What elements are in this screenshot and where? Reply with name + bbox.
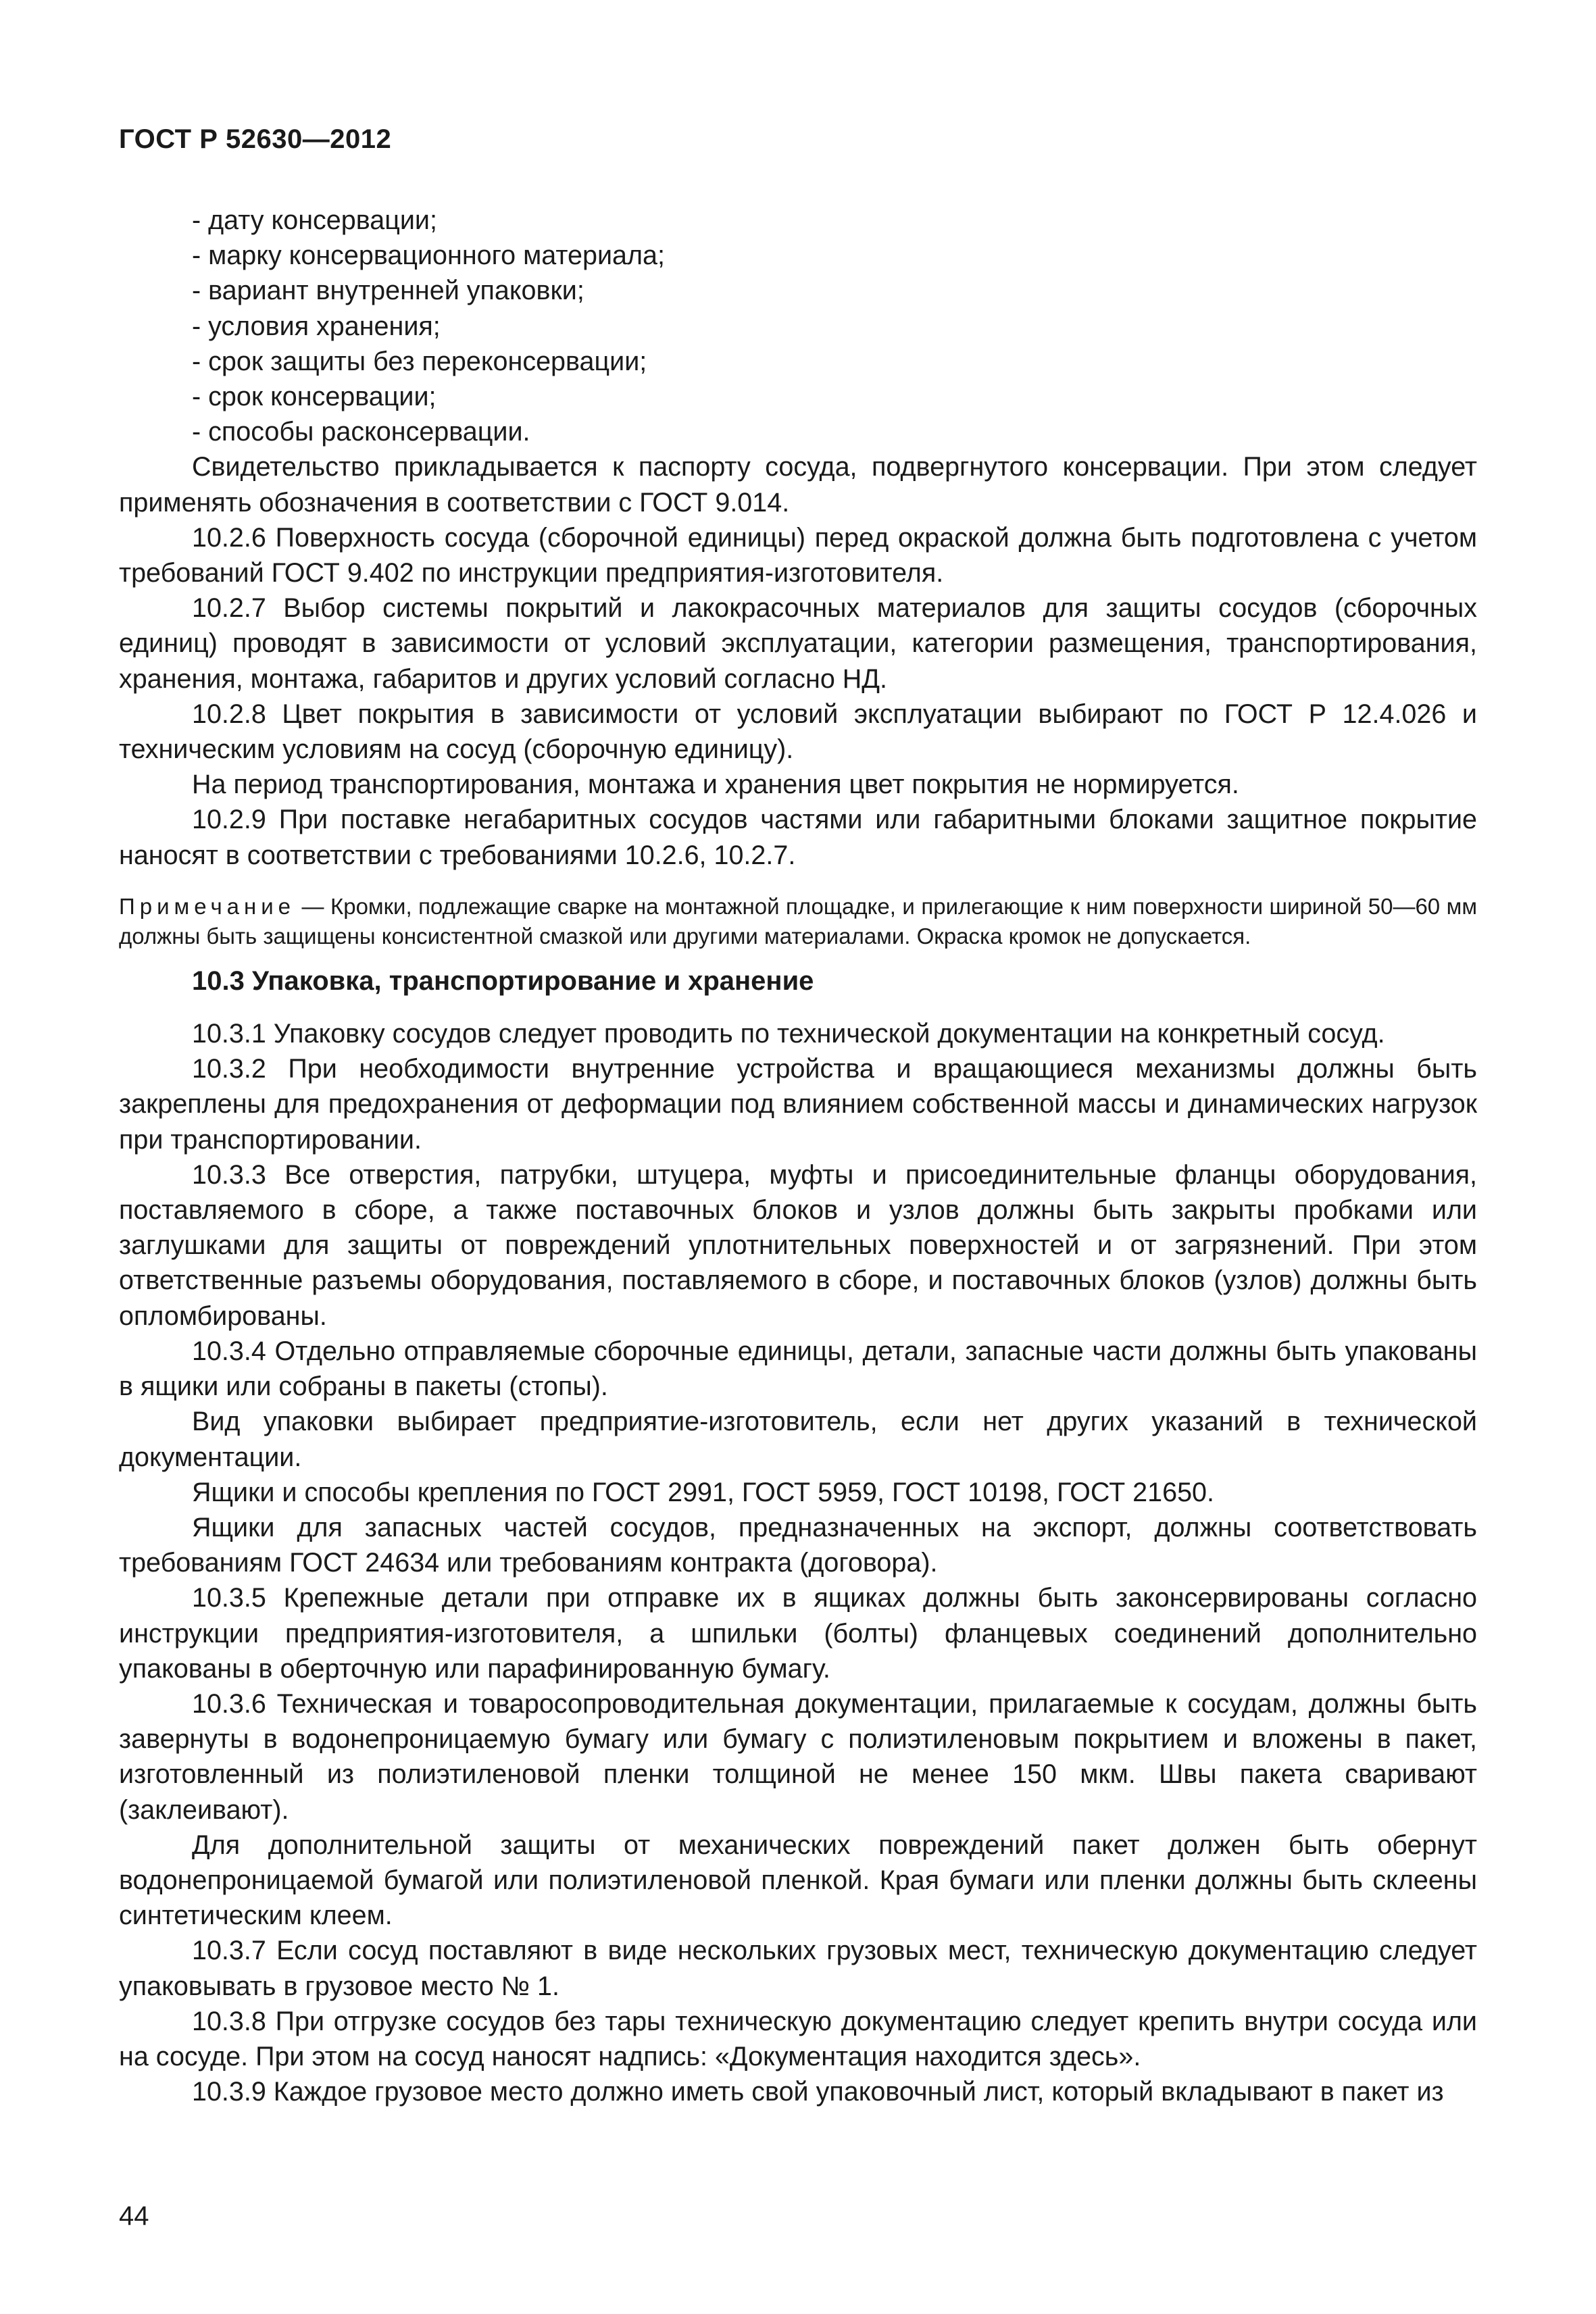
paragraph: Свидетельство прикладывается к паспорту сосуда, подвергнутого консервации. При этом следует применять обозначения в соответствии с ГОСТ 9.014. (119, 452, 1477, 518)
document-body (119, 203, 1477, 2109)
list-item: - условия хранения; (192, 311, 441, 341)
list-item: - вариант внутренней упаковки; (192, 276, 584, 306)
paragraph: 10.3.8 При отгрузке сосудов без тары техническую документацию следует крепить внутри сосуда или на сосуде. При этом на сосуд наносят надпись: «Документация находится здесь». (119, 2006, 1477, 2071)
paragraph: 10.3.5 Крепежные детали при отправке их в ящиках должны быть законсервированы согласно инструкции предприятия-изготовителя, а шпильки (болты) фланцевых соединений дополнительно упакованы в оберточную или парафинированную бумагу. (119, 1583, 1477, 1684)
paragraph: 10.3.7 Если сосуд поставляют в виде нескольких грузовых мест, техническую документацию следует упаковывать в грузовое место № 1. (119, 1936, 1477, 2001)
paragraph: 10.3.3 Все отверстия, патрубки, штуцера, муфты и присоединительные фланцы оборудования, поставляемого в сборе, а также поставочных блоков и узлов должны быть закрыты пробками или заглушками для защиты от повреждений уплотнительных поверхностей и от загрязнений. При этом ответственные разъемы оборудования, поставляемого в сборе, и поставочных блоков (узлов) должны быть опломбированы. (119, 1159, 1477, 1331)
note-label: Примечание (119, 893, 296, 919)
paragraph: 10.3.9 Каждое грузовое место должно иметь свой упаковочный лист, который вкладывают в пакет из (192, 2077, 1444, 2107)
note-text: — Кромки, подлежащие сварке на монтажной площадке, и прилегающие к ним поверхности шириной 50—60 мм должны быть защищены консистентной смазкой или другими материалами. Окраска кромок не допускается. (119, 893, 1478, 949)
paragraph: Ящики для запасных частей сосудов, предназначенных на экспорт, должны соответствовать требованиям ГОСТ 24634 или требованиям контракта (договора). (119, 1512, 1477, 1578)
paragraph: На период транспортирования, монтажа и хранения цвет покрытия не нормируется. (192, 770, 1239, 800)
paragraph: Вид упаковки выбирает предприятие-изготовитель, если нет других указаний в технической документации. (119, 1407, 1477, 1472)
list-item: - срок защиты без переконсервации; (192, 346, 647, 376)
section-heading: 10.3 Упаковка, транспортирование и хранение (192, 965, 814, 996)
paragraph: 10.3.2 При необходимости внутренние устройства и вращающиеся механизмы должны быть закреплены для предохранения от деформации под влиянием собственной массы и динамических нагрузок при транспортировании. (119, 1054, 1477, 1155)
paragraph: Ящики и способы крепления по ГОСТ 2991, ГОСТ 5959, ГОСТ 10198, ГОСТ 21650. (192, 1477, 1214, 1507)
list-item: - марку консервационного материала; (192, 241, 665, 271)
paragraph: 10.2.6 Поверхность сосуда (сборочной единицы) перед окраской должна быть подготовлена с учетом требований ГОСТ 9.402 по инструкции предприятия-изготовителя. (119, 522, 1477, 588)
paragraph: 10.3.6 Техническая и товаросопроводительная документации, прилагаемые к сосудам, должны быть завернуты в водонепроницаемую бумагу или бумагу с полиэтиленовым покрытием и вложены в пакет, изготовленный из полиэтиленовой пленки толщиной не менее 150 мкм. Швы пакета сваривают (заклеивают). (119, 1688, 1477, 1825)
paragraph: 10.2.7 Выбор системы покрытий и лакокрасочных материалов для защиты сосудов (сборочных единиц) проводят в зависимости от условий эксплуатации, категории размещения, транспортирования, хранения, монтажа, габаритов и других условий согласно НД. (119, 593, 1477, 694)
paragraph: 10.2.8 Цвет покрытия в зависимости от условий эксплуатации выбирают по ГОСТ Р 12.4.026 и техническим условиям на сосуд (сборочную единицу). (119, 699, 1477, 765)
paragraph: Для дополнительной защиты от механических повреждений пакет должен быть обернут водонепроницаемой бумагой или полиэтиленовой пленкой. Края бумаги или пленки должны быть склеены синтетическим клеем. (119, 1830, 1477, 1931)
list-item: - срок консервации; (192, 382, 437, 412)
paragraph: 10.3.1 Упаковку сосудов следует проводить по технической документации на конкретный сосуд. (192, 1019, 1385, 1049)
list-item: - дату консервации; (192, 205, 437, 235)
list-item: - способы расконсервации. (192, 417, 530, 447)
document-header: ГОСТ Р 52630—2012 (119, 124, 392, 154)
paragraph: 10.2.9 При поставке негабаритных сосудов частями или габаритными блоками защитное покрытие наносят в соответствии с требованиями 10.2.6, 10.2.7. (119, 805, 1477, 870)
page-number: 44 (119, 2201, 149, 2231)
note (119, 892, 1477, 951)
paragraph: 10.3.4 Отдельно отправляемые сборочные единицы, детали, запасные части должны быть упакованы в ящики или собраны в пакеты (стопы). (119, 1336, 1477, 1402)
